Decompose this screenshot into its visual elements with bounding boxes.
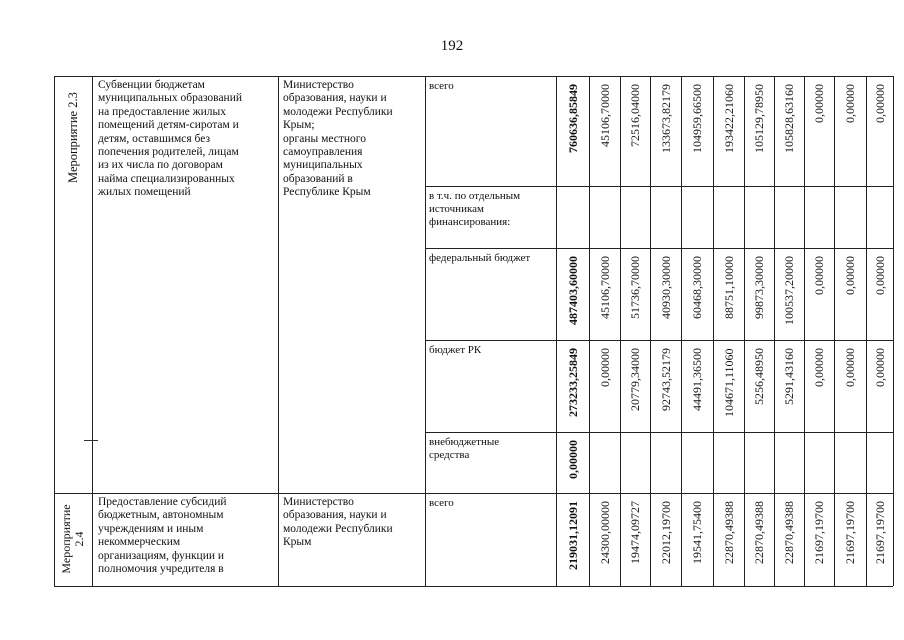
year-value: 22870,49388 — [721, 501, 736, 564]
column-separator — [650, 76, 651, 586]
measure-executor: Министерство образования, науки и молодежи Республики Крым; органы местного самоуправления муниципальных образований в Республике Крым — [283, 79, 393, 199]
column-separator — [556, 76, 557, 586]
year-value: 0,00000 — [812, 256, 826, 295]
column-separator — [54, 76, 55, 586]
column-separator — [620, 76, 621, 586]
total-value: 219031,12091 — [565, 501, 580, 570]
year-value: 193422,21060 — [721, 84, 736, 153]
year-value: 0,00000 — [812, 348, 826, 387]
year-value: 0,00000 — [843, 84, 857, 123]
column-separator — [744, 76, 745, 586]
year-value: 88751,10000 — [721, 256, 736, 319]
column-separator — [681, 76, 682, 586]
column-separator — [866, 76, 867, 586]
funding-source-label: всего — [429, 80, 454, 92]
year-value: 0,00000 — [872, 84, 887, 123]
year-value: 45106,70000 — [597, 256, 612, 319]
row-separator — [425, 340, 893, 341]
year-value: 40930,30000 — [658, 256, 673, 319]
year-value: 105129,78950 — [752, 84, 766, 153]
year-value: 92743,52179 — [658, 348, 673, 411]
funding-source-label: бюджет РК — [429, 344, 482, 356]
year-value: 0,00000 — [597, 348, 612, 387]
year-value: 0,00000 — [843, 348, 857, 387]
year-value: 5291,43160 — [782, 348, 796, 405]
column-separator — [425, 76, 426, 586]
year-value: 21697,19700 — [872, 501, 887, 564]
total-value: 273233,25849 — [565, 348, 580, 417]
year-value: 105828,63160 — [782, 84, 796, 153]
column-separator — [774, 76, 775, 586]
measure-description: Субвенции бюджетам муниципальных образований на предоставление жилых помещений детям-сиротам и детям, оставшимся без попечения родителей, лицам из их числа по договорам найма специализированных жилых помещений — [98, 79, 243, 199]
year-value: 0,00000 — [843, 256, 857, 295]
total-value: 760636,85849 — [565, 84, 580, 153]
column-separator — [804, 76, 805, 586]
funding-source-label: в т.ч. по отдельным источникам финансирования: — [429, 190, 521, 228]
year-value: 104959,66500 — [690, 84, 704, 153]
column-separator — [834, 76, 835, 586]
column-separator — [278, 76, 279, 586]
year-value: 21697,19700 — [843, 501, 857, 564]
year-value: 104671,11060 — [721, 348, 736, 417]
total-value: 487403,60000 — [565, 256, 580, 325]
year-value: 45106,70000 — [597, 84, 612, 147]
measure-executor: Министерство образования, науки и молодежи Республики Крым — [283, 496, 393, 549]
year-value: 21697,19700 — [812, 501, 826, 564]
table-border-top — [54, 76, 893, 77]
row-separator — [425, 248, 893, 249]
year-value: 44491,36500 — [690, 348, 704, 411]
year-value: 99873,30000 — [752, 256, 766, 319]
year-value: 51736,70000 — [628, 256, 642, 319]
year-value: 72516,04000 — [628, 84, 642, 147]
table-border-bottom — [54, 586, 893, 587]
year-value: 22012,19700 — [658, 501, 673, 564]
year-value: 100537,20000 — [782, 256, 796, 325]
measure-description: Предоставление субсидий бюджетным, автономным учреждениям и иным некоммерческим организациям, функции и полномочия учредителя в — [98, 496, 227, 576]
row-separator — [425, 186, 893, 187]
measure-separator — [54, 493, 893, 494]
year-value: 22870,49388 — [752, 501, 766, 564]
year-value: 19541,75400 — [690, 501, 704, 564]
column-separator — [589, 76, 590, 586]
year-value: 22870,49388 — [782, 501, 796, 564]
funding-source-label: федеральный бюджет — [429, 252, 531, 264]
column-separator — [893, 76, 894, 586]
year-value: 133673,82179 — [658, 84, 673, 153]
funding-source-label: внебюджетные средства — [429, 436, 500, 461]
year-value: 5256,48950 — [752, 348, 766, 405]
year-value: 60468,30000 — [690, 256, 704, 319]
year-value: 24300,00000 — [597, 501, 612, 564]
year-value: 19474,09727 — [628, 501, 642, 564]
year-value: 0,00000 — [872, 348, 887, 387]
year-value: 0,00000 — [812, 84, 826, 123]
measure-label: Мероприятие 2.3 — [66, 92, 80, 183]
row-separator — [425, 432, 893, 433]
total-value: 0,00000 — [565, 440, 580, 479]
column-separator — [92, 76, 93, 586]
year-value: 20779,34000 — [628, 348, 642, 411]
funding-source-label: всего — [429, 497, 454, 509]
year-value: 0,00000 — [872, 256, 887, 295]
measure-label: Мероприятие 2.4 — [59, 504, 86, 574]
column-separator — [713, 76, 714, 586]
pen-mark — [84, 440, 98, 441]
page-number: 192 — [440, 38, 464, 54]
